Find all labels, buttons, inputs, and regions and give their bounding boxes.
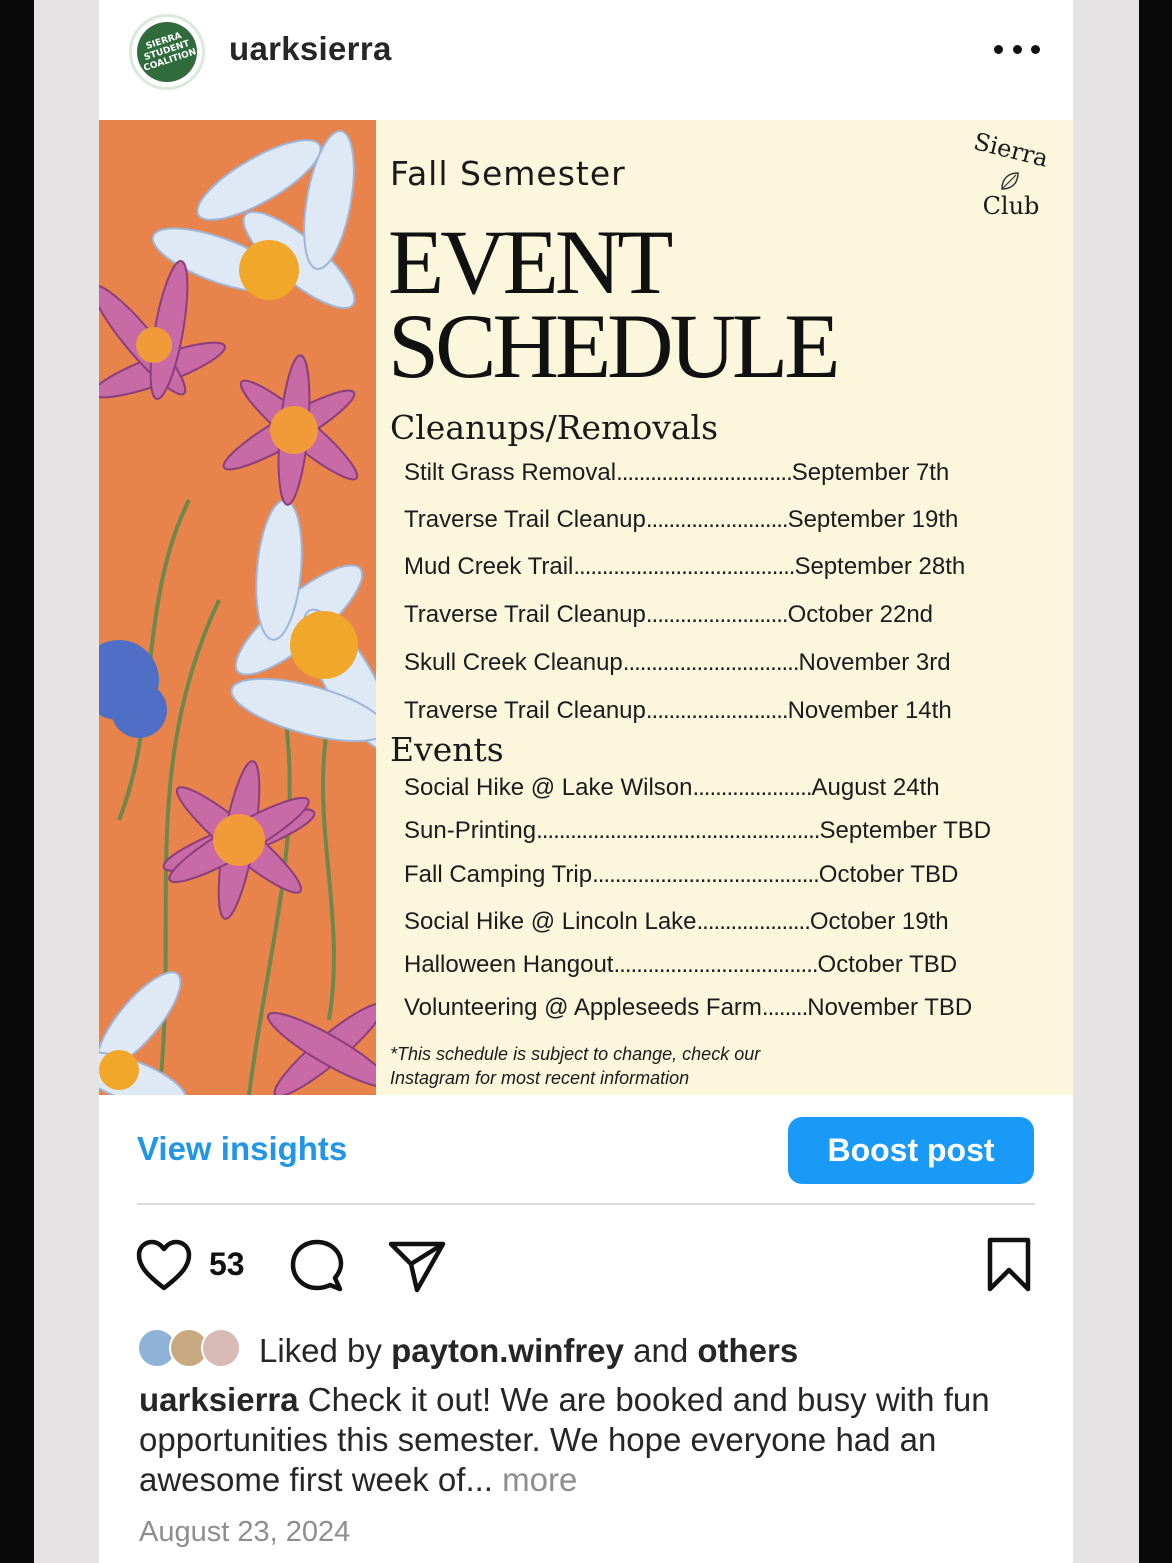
post-username[interactable]: uarksierra xyxy=(229,30,392,67)
app-background-left xyxy=(34,0,99,1563)
share-icon[interactable] xyxy=(387,1238,447,1294)
post-date: August 23, 2024 xyxy=(139,1516,351,1548)
section-heading-events: Events xyxy=(390,730,504,769)
post-image[interactable] xyxy=(99,120,1073,1095)
avatar-logo-text: SIERRA STUDENT COALITION xyxy=(142,31,198,74)
avatar-logo xyxy=(137,22,197,82)
schedule-panel xyxy=(376,120,1073,1095)
like-count[interactable]: 53 xyxy=(209,1246,245,1282)
sierra-club-logo-top: Sierra xyxy=(970,127,1052,173)
schedule-item: Social Hike @ Lincoln Lake....................October 19th xyxy=(404,908,949,935)
screen-bezel-right xyxy=(1139,0,1172,1563)
insights-row xyxy=(99,1095,1073,1205)
avatar xyxy=(201,1328,241,1368)
schedule-disclaimer: *This schedule is subject to change, check our Instagram for most recent information xyxy=(390,1044,761,1088)
caption-username[interactable]: uarksierra xyxy=(139,1381,299,1418)
liked-by-text: Liked by payton.winfrey and others xyxy=(259,1332,799,1369)
sierra-club-logo-bottom: Club xyxy=(982,192,1040,220)
schedule-item: Mud Creek Trail.......................................September 28th xyxy=(404,553,966,580)
schedule-item: Traverse Trail Cleanup.........................October 22nd xyxy=(404,601,934,628)
sierra-club-logo xyxy=(961,127,1061,234)
post-header xyxy=(99,0,1073,120)
schedule-item: Stilt Grass Removal...............................September 7th xyxy=(404,459,950,486)
instagram-post xyxy=(99,0,1073,1563)
leaf-icon xyxy=(999,170,1021,192)
poster-title xyxy=(388,211,837,397)
bookmark-icon[interactable] xyxy=(985,1236,1033,1294)
screen-bezel-left xyxy=(0,0,34,1563)
schedule-item: Fall Camping Trip........................................October TBD xyxy=(404,861,959,888)
poster-subtitle: Fall Semester xyxy=(390,154,626,193)
liked-by-row[interactable] xyxy=(137,1326,1037,1376)
schedule-item: Halloween Hangout....................................October TBD xyxy=(404,951,958,978)
profile-avatar[interactable] xyxy=(129,14,205,90)
schedule-item: Traverse Trail Cleanup.........................November 14th xyxy=(404,697,952,724)
post-actions xyxy=(99,1230,1073,1300)
caption-text: Check it out! We are booked and busy with fun opportunities this semester. We hope everyone had an awesome first week of... xyxy=(139,1381,990,1498)
poster-title-line2: SCHEDULE xyxy=(388,295,837,397)
likes-others-link[interactable]: others xyxy=(697,1332,799,1369)
poster-title-line1: EVENT xyxy=(388,211,670,313)
section-heading-cleanups: Cleanups/Removals xyxy=(390,408,719,447)
schedule-item: Skull Creek Cleanup...............................November 3rd xyxy=(404,649,951,676)
heart-icon[interactable] xyxy=(135,1238,193,1292)
floral-illustration xyxy=(99,120,376,1095)
schedule-item: Traverse Trail Cleanup.........................September 19th xyxy=(404,506,959,533)
schedule-item: Social Hike @ Lake Wilson.....................August 24th xyxy=(404,774,940,801)
divider xyxy=(137,1203,1035,1205)
post-caption xyxy=(139,1380,1039,1500)
more-horizontal-icon[interactable] xyxy=(994,38,1040,60)
comment-icon[interactable] xyxy=(289,1238,345,1294)
view-insights-link[interactable]: View insights xyxy=(137,1130,348,1167)
schedule-item: Sun-Printing..................................................September TBD xyxy=(404,817,992,844)
caption-more-link[interactable]: more xyxy=(502,1461,578,1498)
liker-username[interactable]: payton.winfrey xyxy=(391,1332,624,1369)
schedule-item: Volunteering @ Appleseeds Farm........November TBD xyxy=(404,994,973,1021)
liker-avatars xyxy=(137,1328,249,1370)
boost-post-button[interactable]: Boost post xyxy=(788,1117,1034,1184)
app-background-right xyxy=(1073,0,1139,1563)
flower-illustration-icon xyxy=(99,120,376,1095)
